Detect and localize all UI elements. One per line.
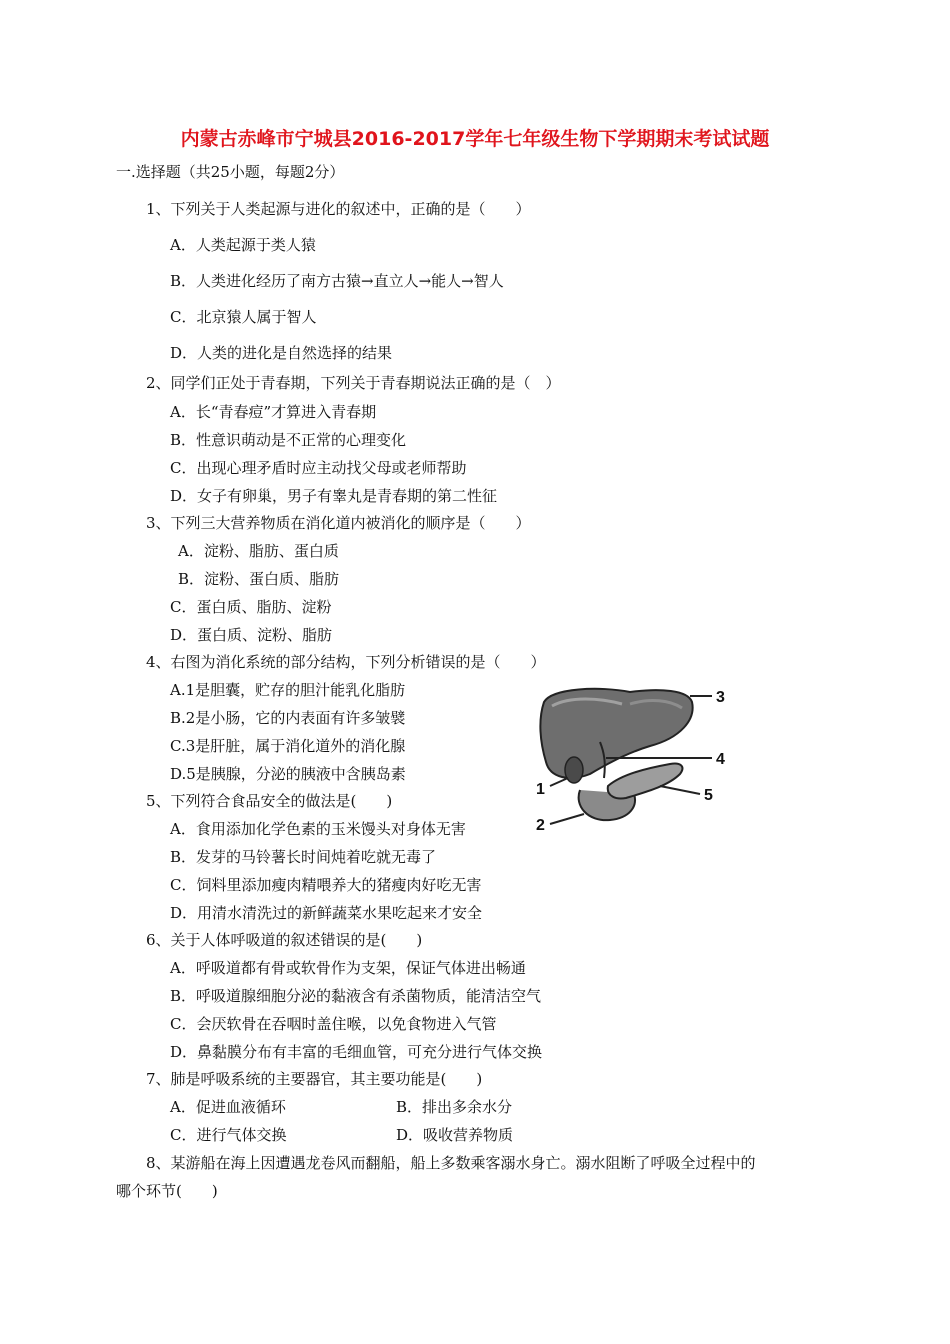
- question-3-option-b: B．淀粉、蛋白质、脂肪: [178, 570, 340, 588]
- question-3-option-d: D．蛋白质、淀粉、脂肪: [170, 626, 333, 644]
- page-title: 内蒙古赤峰市宁城县2016-2017学年七年级生物下学期期末考试试题: [180, 128, 770, 150]
- question-7-option-a: A．促进血液循环: [170, 1098, 286, 1116]
- question-2-option-c: C．出现心理矛盾时应主动找父母或老师帮助: [170, 459, 467, 477]
- question-8-stem-line-2: 哪个环节( ): [116, 1182, 218, 1200]
- question-3-option-c: C．蛋白质、脂肪、淀粉: [170, 598, 332, 616]
- pancreas-shape: [608, 763, 683, 798]
- question-6-option-a: A．呼吸道都有骨或软骨作为支架，保证气体进出畅通: [170, 959, 526, 977]
- section-heading: 一.选择题（共25小题，每题2分）: [116, 163, 345, 181]
- question-5-option-a: A．食用添加化学色素的玉米馒头对身体无害: [170, 820, 466, 838]
- question-1-option-c: C．北京猿人属于智人: [170, 308, 317, 326]
- question-1-option-a: A．人类起源于类人猿: [170, 236, 316, 254]
- question-4-option-c: C.3是肝脏，属于消化道外的消化腺: [170, 737, 406, 755]
- question-2-option-a: A．长“青春痘”才算进入青春期: [170, 403, 377, 421]
- question-7-stem: 7、肺是呼吸系统的主要器官，其主要功能是( ): [146, 1070, 483, 1088]
- question-5-stem: 5、下列符合食品安全的做法是( ): [146, 792, 393, 810]
- figure-label-5: 5: [704, 787, 713, 804]
- figure-label-4: 4: [716, 751, 725, 768]
- figure-label-1: 1: [536, 781, 545, 798]
- figure-label-3: 3: [716, 689, 725, 706]
- question-7-option-b: B．排出多余水分: [396, 1098, 513, 1116]
- figure-label-2: 2: [536, 817, 545, 832]
- question-4-stem: 4、右图为消化系统的部分结构，下列分析错误的是（ ）: [146, 653, 546, 671]
- question-6-stem: 6、关于人体呼吸道的叙述错误的是( ): [146, 931, 423, 949]
- question-8-stem-line-1: 8、某游船在海上因遭遇龙卷风而翻船，船上多数乘客溺水身亡。溺水阻断了呼吸全过程中的: [146, 1154, 756, 1172]
- question-3-stem: 3、下列三大营养物质在消化道内被消化的顺序是（ ）: [146, 514, 531, 532]
- question-6-option-d: D．鼻黏膜分布有丰富的毛细血管，可充分进行气体交换: [170, 1043, 543, 1061]
- question-6-option-b: B．呼吸道腺细胞分泌的黏液含有杀菌物质，能清洁空气: [170, 987, 542, 1005]
- question-4-option-d: D.5是胰腺，分泌的胰液中含胰岛素: [170, 765, 406, 783]
- question-4-option-b: B.2是小肠，它的内表面有许多皱襞: [170, 709, 406, 727]
- question-1-stem: 1、下列关于人类起源与进化的叙述中，正确的是（ ）: [146, 200, 531, 218]
- question-1-option-d: D．人类的进化是自然选择的结果: [170, 344, 393, 362]
- question-4-option-a: A.1是胆囊，贮存的胆汁能乳化脂肪: [170, 681, 406, 699]
- question-7-option-c: C．进行气体交换: [170, 1126, 287, 1144]
- question-3-option-a: A．淀粉、脂肪、蛋白质: [178, 542, 339, 560]
- question-2-stem: 2、同学们正处于青春期，下列关于青春期说法正确的是（ ）: [146, 374, 561, 392]
- question-2-option-d: D．女子有卵巢，男子有睾丸是青春期的第二性征: [170, 487, 498, 505]
- question-5-option-b: B．发芽的马铃薯长时间炖着吃就无毒了: [170, 848, 437, 866]
- question-6-option-c: C．会厌软骨在吞咽时盖住喉，以免食物进入气管: [170, 1015, 497, 1033]
- question-5-option-d: D．用清水清洗过的新鲜蔬菜水果吃起来才安全: [170, 904, 483, 922]
- question-7-option-d: D．吸收营养物质: [396, 1126, 514, 1144]
- question-2-option-b: B．性意识萌动是不正常的心理变化: [170, 431, 407, 449]
- digestive-system-figure: [530, 682, 730, 832]
- question-1-option-b: B．人类进化经历了南方古猿→直立人→能人→智人: [170, 272, 504, 290]
- question-5-option-c: C．饲料里添加瘦肉精喂养大的猪瘦肉好吃无害: [170, 876, 482, 894]
